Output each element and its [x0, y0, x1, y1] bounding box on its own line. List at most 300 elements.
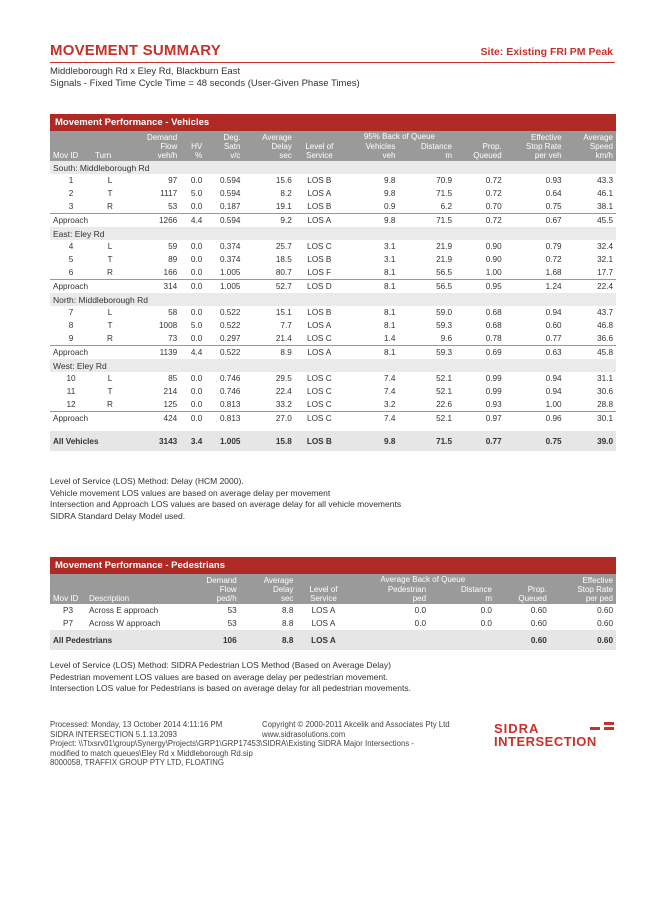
table-cell: LOS C [295, 412, 344, 426]
table-cell: 0.93 [545, 176, 562, 185]
table-cell: 0.374 [219, 255, 241, 264]
note-line: Intersection and Approach LOS values are based on average delay for all vehicle movements [50, 499, 402, 509]
table-cell: 71.5 [398, 214, 455, 228]
table-cell: 0.60 [597, 619, 613, 628]
table-cell: LOS C [307, 242, 332, 251]
table-cell: 1.24 [505, 280, 565, 294]
table-cell: 58 [168, 308, 178, 317]
website-link[interactable]: www.sidrasolutions.com [262, 729, 346, 739]
col-ped-prop: Prop. Queued [495, 574, 550, 604]
col-qveh: Vehicles veh [344, 141, 399, 161]
table-cell: 15.1 [275, 308, 292, 317]
table-cell: 9.8 [384, 176, 396, 185]
table-cell: 32.1 [597, 255, 613, 264]
pedestrians-table-body [50, 604, 616, 650]
table-cell: 29.5 [275, 374, 292, 383]
table-cell: 0.0 [190, 374, 203, 383]
table-cell: 7.4 [384, 374, 396, 383]
table-cell: 46.8 [597, 321, 613, 330]
table-cell: 17.7 [597, 268, 613, 277]
table-cell: 0.90 [485, 255, 502, 264]
vehicles-panel [50, 114, 616, 451]
logo-line2: INTERSECTION [494, 734, 597, 749]
table-cell: 39.0 [565, 431, 616, 451]
table-cell: 2 [68, 189, 74, 198]
table-cell: LOS D [295, 280, 344, 294]
table-cell: 5 [68, 255, 74, 264]
table-cell: R [107, 400, 113, 409]
table-cell: 0.0 [190, 400, 203, 409]
table-cell: 3.4 [180, 431, 205, 451]
table-cell: 52.1 [436, 387, 452, 396]
table-cell: 59.3 [436, 321, 452, 330]
table-cell: 0.594 [219, 189, 241, 198]
table-cell: Approach [50, 214, 128, 228]
col-stop: Effective Stop Rate per veh [505, 131, 565, 161]
vehicles-table [50, 131, 616, 451]
table-cell: LOS C [307, 334, 332, 343]
table-cell [429, 630, 495, 650]
table-cell: 10 [66, 374, 76, 383]
table-cell: 0.90 [485, 242, 502, 251]
col-ped-qdist: Distance m [429, 584, 495, 604]
table-cell: LOS A [307, 189, 332, 198]
table-cell: 0.813 [205, 412, 243, 426]
col-ped-queue-group: Average Back of Queue [351, 574, 495, 584]
table-cell: 0.77 [455, 431, 505, 451]
table-cell: 27.0 [243, 412, 294, 426]
col-delay: Average Delay sec [243, 131, 294, 161]
table-cell: 80.7 [275, 268, 292, 277]
table-cell: 15.8 [243, 431, 294, 451]
approach-group-header [50, 293, 616, 306]
table-cell: 25.7 [275, 242, 292, 251]
col-qdist: Distance m [398, 141, 455, 161]
table-cell: Across E approach [89, 606, 159, 615]
table-cell: 3.1 [384, 255, 396, 264]
copyright-line: Copyright © 2000-2011 Akcelik and Associates Pty Ltd [262, 720, 450, 729]
table-cell: 7.4 [384, 387, 396, 396]
title-rule [50, 62, 615, 63]
approach-group-header [50, 359, 616, 372]
table-cell: 7.4 [344, 412, 399, 426]
table-cell: 52.1 [398, 412, 455, 426]
table-cell: 1 [68, 176, 74, 185]
note-line: SIDRA Standard Delay Model used. [50, 510, 186, 521]
table-cell: LOS F [307, 268, 332, 277]
table-cell: LOS A [307, 321, 332, 330]
table-cell: 5.0 [190, 189, 203, 198]
col-turn: Turn [92, 131, 128, 161]
table-cell: 8 [68, 321, 74, 330]
table-cell: 4.4 [180, 346, 205, 360]
col-prop: Prop. Queued [455, 131, 505, 161]
approach-name: West: Eley Rd [50, 359, 616, 372]
table-cell: R [107, 334, 113, 343]
table-cell: 0.68 [485, 308, 502, 317]
table-cell: 52.1 [436, 374, 452, 383]
vehicles-table-body [50, 161, 616, 451]
note-line: Level of Service (LOS) Method: SIDRA Pedestrian LOS Method (Based on Average Delay) [50, 660, 391, 670]
table-cell: 0.69 [455, 346, 505, 360]
table-cell: 73 [168, 334, 178, 343]
table-cell: 36.6 [597, 334, 613, 343]
table-cell: 7.7 [280, 321, 292, 330]
table-cell: 6.2 [440, 202, 452, 211]
table-cell: 0.78 [485, 334, 502, 343]
table-cell: 0.79 [545, 242, 562, 251]
table-cell: 28.8 [597, 400, 613, 409]
table-cell: 8.1 [384, 321, 396, 330]
table-cell [351, 630, 430, 650]
table-cell: 0.0 [180, 280, 205, 294]
table-cell: 0.72 [485, 189, 502, 198]
table-cell: T [107, 189, 113, 198]
table-row [50, 187, 616, 200]
table-cell: 0.813 [219, 400, 241, 409]
table-cell: 45.5 [565, 214, 616, 228]
approach-name: South: Middleborough Rd [50, 161, 616, 174]
table-cell: 0.594 [219, 176, 241, 185]
table-cell: 9.8 [384, 189, 396, 198]
table-cell: 0.746 [219, 387, 241, 396]
approach-row [50, 280, 616, 294]
table-cell: 5.0 [190, 321, 203, 330]
table-cell: Approach [50, 280, 128, 294]
table-row [50, 174, 616, 187]
table-cell: 4 [68, 242, 74, 251]
table-cell: 53 [168, 202, 178, 211]
table-cell: 1008 [159, 321, 178, 330]
col-ped-flow: Demand Flow ped/h [182, 574, 240, 604]
footer-line: SIDRA INTERSECTION 5.1.13.2093 [50, 729, 177, 739]
table-cell: 1139 [128, 346, 180, 360]
table-row [50, 332, 616, 346]
note-line: Vehicle movement LOS values are based on average delay per movement [50, 487, 331, 498]
table-cell: 15.6 [275, 176, 292, 185]
table-cell: 19.1 [275, 202, 292, 211]
footer-copyright [262, 720, 450, 739]
table-cell: 22.4 [565, 280, 616, 294]
table-cell: 0.60 [495, 630, 550, 650]
table-cell: 3.1 [384, 242, 396, 251]
table-row [50, 253, 616, 266]
table-cell: 97 [168, 176, 178, 185]
table-cell: 21.9 [436, 255, 452, 264]
table-cell: 59.0 [436, 308, 452, 317]
table-cell: 3 [68, 202, 74, 211]
table-cell: 0.0 [190, 387, 203, 396]
table-cell: 56.5 [436, 268, 452, 277]
note-line: Pedestrian movement LOS values are based on average delay per pedestrian movement. [50, 671, 388, 682]
table-cell: 30.1 [565, 412, 616, 426]
approach-name: East: Eley Rd [50, 227, 616, 240]
note-line: Level of Service (LOS) Method: Delay (HCM 2000). [50, 476, 244, 486]
table-cell: 214 [163, 387, 178, 396]
col-movid: Mov ID [50, 131, 92, 161]
table-row [50, 240, 616, 253]
table-cell: 1.68 [545, 268, 562, 277]
table-cell: 0.96 [505, 412, 565, 426]
table-cell: LOS B [295, 431, 344, 451]
table-cell: 38.1 [597, 202, 613, 211]
table-cell: LOS C [307, 387, 332, 396]
pedestrians-table-header [50, 574, 616, 604]
table-cell: 21.4 [275, 334, 292, 343]
table-cell: 0.94 [545, 308, 562, 317]
table-cell: 8.8 [282, 619, 294, 628]
col-ped-qped: Pedestrian ped [351, 584, 430, 604]
table-cell: 53 [227, 619, 237, 628]
col-ped-delay: Average Delay sec [240, 574, 297, 604]
table-cell: 0.0 [190, 202, 203, 211]
all-vehicles-row [50, 431, 616, 451]
logo-line1: SIDRA [494, 721, 540, 736]
footer-line: 8000058, TRAFFIX GROUP PTY LTD, FLOATING [50, 758, 224, 767]
table-cell: R [107, 268, 113, 277]
col-ped-desc: Description [86, 574, 182, 604]
table-cell: 0.60 [530, 619, 547, 628]
table-cell: 1117 [160, 189, 178, 198]
table-cell: 0.75 [545, 202, 562, 211]
approach-group-header [50, 227, 616, 240]
table-cell: 59 [168, 242, 178, 251]
table-cell: 0.0 [190, 176, 203, 185]
footer-line: Processed: Monday, 13 October 2014 4:11:16 PM [50, 720, 223, 729]
table-cell: P3 [62, 606, 73, 615]
sidra-logo [494, 722, 597, 748]
col-hv: HV % [180, 131, 205, 161]
table-cell: 314 [128, 280, 180, 294]
table-cell: LOS B [307, 308, 332, 317]
table-cell: 0.95 [455, 280, 505, 294]
table-cell: 0.0 [414, 606, 427, 615]
table-cell: 0.63 [505, 346, 565, 360]
table-cell: 71.5 [436, 189, 452, 198]
approach-name: North: Middleborough Rd [50, 293, 616, 306]
note-line: Intersection LOS value for Pedestrians is based on average delay for all pedestrian movements. [50, 683, 411, 693]
table-cell: LOS A [311, 619, 336, 628]
table-cell: 7 [68, 308, 74, 317]
table-cell: 70.9 [436, 176, 452, 185]
table-cell: 0.97 [455, 412, 505, 426]
table-cell: 0.99 [485, 374, 502, 383]
table-cell: 0.64 [545, 189, 562, 198]
table-cell: All Vehicles [50, 431, 128, 451]
pedestrians-notes [50, 660, 411, 695]
table-cell: P7 [62, 619, 73, 628]
table-cell: 0.60 [530, 606, 547, 615]
table-cell: LOS C [307, 400, 332, 409]
table-cell: 424 [128, 412, 180, 426]
table-cell: 1.005 [205, 280, 243, 294]
table-cell: 106 [182, 630, 240, 650]
table-cell: 0.99 [485, 387, 502, 396]
table-cell: 0.0 [414, 619, 427, 628]
table-cell: 0.0 [190, 334, 203, 343]
table-cell: LOS A [296, 630, 350, 650]
approach-row [50, 346, 616, 360]
table-cell: Approach [50, 346, 128, 360]
table-cell: 21.9 [436, 242, 452, 251]
table-cell: LOS B [307, 202, 332, 211]
table-cell: 125 [163, 400, 178, 409]
table-cell: Across W approach [89, 619, 161, 628]
table-cell: 9.8 [344, 214, 399, 228]
table-cell: 0.72 [545, 255, 562, 264]
table-cell: 46.1 [597, 189, 613, 198]
table-cell: 0.297 [219, 334, 241, 343]
vehicles-table-header [50, 131, 616, 161]
table-cell: 0.522 [205, 346, 243, 360]
table-cell: 0.68 [485, 321, 502, 330]
table-cell: LOS A [311, 606, 336, 615]
table-cell: 52.7 [243, 280, 294, 294]
table-cell: 0.594 [205, 214, 243, 228]
table-cell: 0.522 [219, 321, 241, 330]
col-flow: Demand Flow veh/h [128, 131, 180, 161]
table-cell: T [107, 255, 113, 264]
table-cell: 0.0 [190, 242, 203, 251]
table-cell: LOS A [295, 214, 344, 228]
signal-subtitle: Signals - Fixed Time Cycle Time = 48 seconds (User-Given Phase Times) [50, 78, 360, 89]
table-cell: 1.00 [545, 400, 562, 409]
table-row [50, 617, 616, 630]
table-cell: 8.1 [344, 346, 399, 360]
table-cell: 0.60 [550, 630, 616, 650]
table-cell: 33.2 [275, 400, 292, 409]
table-cell: 89 [168, 255, 178, 264]
table-cell: 0.0 [190, 308, 203, 317]
table-cell: 1.4 [384, 334, 396, 343]
location-subtitle: Middleborough Rd x Eley Rd, Blackburn East [50, 66, 241, 77]
table-cell: 8.8 [282, 606, 294, 615]
table-cell: 8.9 [243, 346, 294, 360]
pedestrians-table [50, 574, 616, 650]
table-cell: 43.7 [597, 308, 613, 317]
table-cell: 0.93 [485, 400, 502, 409]
table-cell: 43.3 [597, 176, 613, 185]
table-cell: 0.94 [545, 374, 562, 383]
table-row [50, 398, 616, 412]
table-cell: 0.60 [545, 321, 562, 330]
table-cell: 6 [68, 268, 74, 277]
table-cell: T [107, 321, 113, 330]
table-cell: 8.2 [280, 189, 292, 198]
table-cell: L [107, 176, 113, 185]
table-cell: 56.5 [398, 280, 455, 294]
table-cell: 1.005 [205, 431, 243, 451]
table-cell: 31.1 [597, 374, 613, 383]
table-cell: 12 [66, 400, 76, 409]
table-cell: 85 [168, 374, 178, 383]
table-cell: 9 [68, 334, 74, 343]
table-cell: 9.8 [344, 431, 399, 451]
table-cell: 1266 [128, 214, 180, 228]
table-row [50, 266, 616, 280]
table-cell: L [107, 374, 113, 383]
table-row [50, 385, 616, 398]
table-cell: 22.6 [436, 400, 452, 409]
page-title: MOVEMENT SUMMARY [50, 42, 221, 59]
table-cell: All Pedestrians [50, 630, 182, 650]
table-cell: 0.0 [190, 255, 203, 264]
table-cell: L [107, 242, 113, 251]
footer-line: modified to match queues\Eley Rd x Middleborough Rd.sip [50, 748, 253, 758]
col-ped-los: Level of Service [296, 574, 350, 604]
table-cell: 4.4 [180, 214, 205, 228]
vehicles-panel-heading: Movement Performance - Vehicles [50, 114, 616, 131]
table-cell: 9.2 [243, 214, 294, 228]
table-cell: 8.1 [384, 268, 396, 277]
table-cell: 8.1 [384, 308, 396, 317]
table-cell: 22.4 [275, 387, 292, 396]
table-cell: 0.0 [480, 619, 492, 628]
table-cell: 0.0 [190, 268, 203, 277]
table-cell: 166 [163, 268, 178, 277]
col-los: Level of Service [295, 131, 344, 161]
approach-row [50, 214, 616, 228]
table-row [50, 306, 616, 319]
table-cell: 0.94 [545, 387, 562, 396]
table-cell: 0.70 [485, 202, 502, 211]
table-cell: 0.77 [545, 334, 562, 343]
table-cell: 8.1 [344, 280, 399, 294]
table-cell: 0.72 [455, 214, 505, 228]
table-cell: 0.187 [219, 202, 241, 211]
table-cell: T [107, 387, 113, 396]
table-cell: 1.00 [485, 268, 502, 277]
table-cell: 0.60 [597, 606, 613, 615]
table-cell: 59.3 [398, 346, 455, 360]
table-row [50, 200, 616, 214]
table-cell: 0.75 [505, 431, 565, 451]
pedestrians-panel [50, 557, 616, 650]
approach-group-header [50, 161, 616, 174]
sidra-logo-mark-icon [590, 722, 616, 736]
table-cell: 30.6 [597, 387, 613, 396]
table-cell: Approach [50, 412, 128, 426]
all-pedestrians-row [50, 630, 616, 650]
vehicles-notes [50, 476, 401, 522]
pedestrians-panel-heading: Movement Performance - Pedestrians [50, 557, 616, 574]
table-cell: 0.72 [485, 176, 502, 185]
table-cell: LOS B [307, 255, 332, 264]
table-cell: 8.8 [240, 630, 297, 650]
table-cell: 3.2 [384, 400, 396, 409]
col-queue-group: 95% Back of Queue [344, 131, 455, 141]
table-row [50, 319, 616, 332]
table-cell: 71.5 [398, 431, 455, 451]
table-cell: LOS B [307, 176, 332, 185]
col-speed: Average Speed km/h [565, 131, 616, 161]
table-cell: 53 [227, 606, 237, 615]
table-cell: LOS C [307, 374, 332, 383]
table-cell: 0.374 [219, 242, 241, 251]
col-ped-stop: Effective Stop Rate per ped [550, 574, 616, 604]
table-cell: 32.4 [597, 242, 613, 251]
table-cell: 0.0 [480, 606, 492, 615]
table-cell: 18.5 [275, 255, 292, 264]
table-cell: R [107, 202, 113, 211]
table-cell: 11 [66, 387, 76, 396]
site-label: Site: Existing FRI PM Peak [480, 46, 613, 58]
table-cell: LOS A [295, 346, 344, 360]
table-cell: 45.8 [565, 346, 616, 360]
table-cell: 0.67 [505, 214, 565, 228]
col-ped-movid: Mov ID [50, 574, 86, 604]
table-cell: 1.005 [219, 268, 241, 277]
